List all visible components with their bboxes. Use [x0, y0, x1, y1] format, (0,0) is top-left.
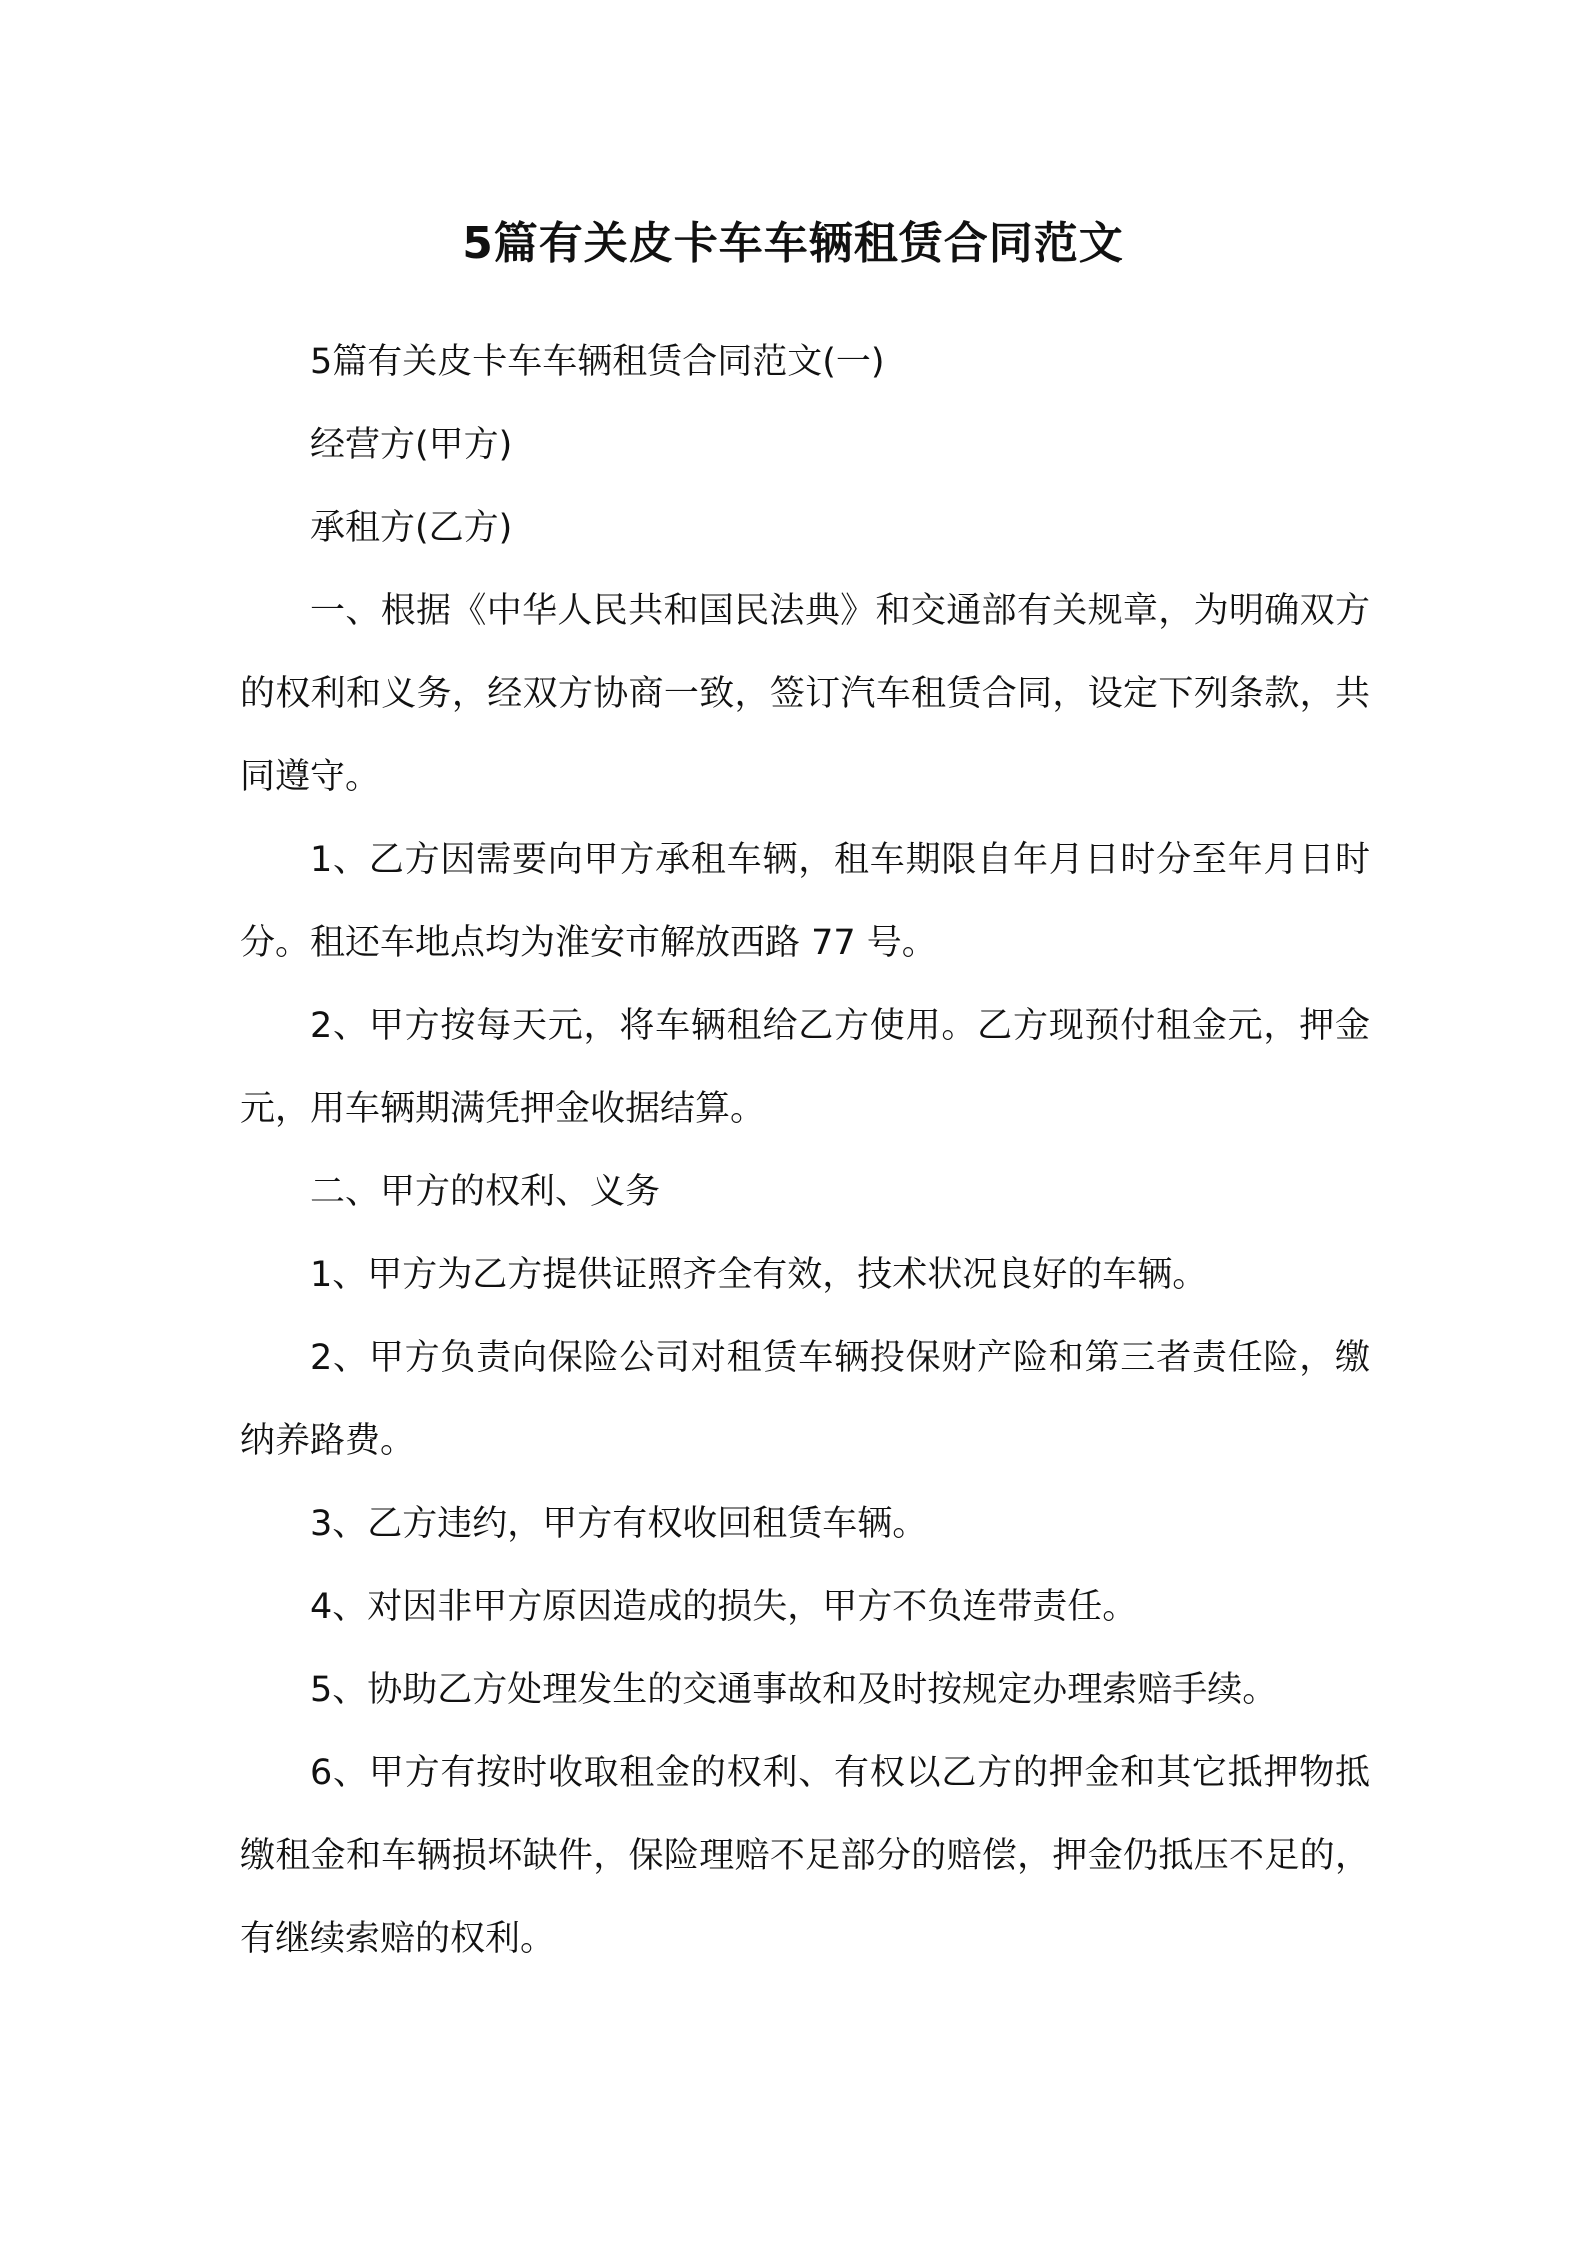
- clause-paragraph: 2、甲方按每天元，将车辆租给乙方使用。乙方现预付租金元，押金元，用车辆期满凭押金收据结算。: [240, 1006, 1370, 1129]
- clause-paragraph: 1、甲方为乙方提供证照齐全有效，技术状况良好的车辆。: [310, 1255, 1208, 1295]
- party-a-line: 经营方(甲方): [310, 425, 513, 465]
- clause-paragraph: 4、对因非甲方原因造成的损失，甲方不负连带责任。: [310, 1587, 1138, 1627]
- clause-paragraph: 3、乙方违约，甲方有权收回租赁车辆。: [310, 1504, 928, 1544]
- clause-paragraph: 一、根据《中华人民共和国民法典》和交通部有关规章，为明确双方的权利和义务，经双方协商一致，签订汽车租赁合同，设定下列条款，共同遵守。: [240, 591, 1370, 797]
- clause-paragraph: 5、协助乙方处理发生的交通事故和及时按规定办理索赔手续。: [310, 1670, 1278, 1710]
- party-b-line: 承租方(乙方): [310, 508, 513, 548]
- document-title: 5篇有关皮卡车车辆租赁合同范文: [462, 218, 1124, 269]
- document-body: [240, 321, 1370, 1981]
- clause-paragraph: 1、乙方因需要向甲方承租车辆，租车期限自年月日时分至年月日时分。租还车地点均为淮安市解放西路 77 号。: [240, 840, 1370, 963]
- section-heading: 二、甲方的权利、义务: [310, 1172, 661, 1212]
- clause-paragraph: 6、甲方有按时收取租金的权利、有权以乙方的押金和其它抵押物抵缴租金和车辆损坏缺件，保险理赔不足部分的赔偿，押金仍抵压不足的，有继续索赔的权利。: [240, 1753, 1370, 1959]
- clause-paragraph: 2、甲方负责向保险公司对租赁车辆投保财产险和第三者责任险，缴纳养路费。: [240, 1338, 1370, 1461]
- section-heading: 5篇有关皮卡车车辆租赁合同范文(一): [310, 342, 885, 382]
